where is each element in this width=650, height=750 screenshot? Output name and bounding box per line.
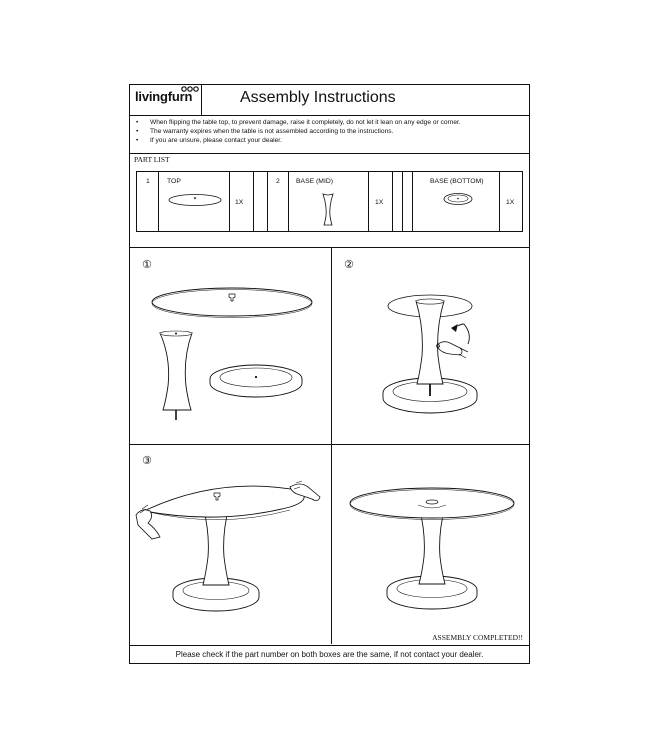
step-1-illustration [130, 248, 330, 444]
footer-note: Please check if the part number on both boxes are the same, if not contact your dealer. [130, 645, 529, 663]
instruction-sheet [129, 84, 530, 664]
part-name: BASE (MID) [296, 178, 334, 185]
part-image-cell [289, 172, 369, 231]
part-image-cell [159, 172, 230, 231]
note-item [130, 136, 529, 145]
part-list-table [136, 171, 523, 232]
note-text: When flipping the table top, to prevent damage, raise it completely, do not let it lean on any edge or corner. [150, 119, 461, 126]
assembly-completed-label: ASSEMBLY COMPLETED!! [432, 633, 523, 642]
note-item [130, 127, 529, 136]
step-2-illustration [332, 248, 531, 444]
step-2-number: ② [344, 258, 354, 271]
warning-notes [130, 115, 529, 154]
logo-dots-icon [181, 86, 201, 92]
step-3-number: ③ [142, 454, 152, 467]
part-spacer-cell [393, 172, 403, 231]
part-qty: 1X [506, 199, 515, 206]
bullet: • [136, 128, 139, 135]
part-number-cell [268, 172, 289, 231]
header [130, 85, 529, 116]
part-number-cell [137, 172, 159, 231]
part-spacer-cell [254, 172, 268, 231]
logo-divider [201, 85, 202, 115]
step-4-illustration [332, 445, 531, 644]
part-name: TOP [167, 178, 181, 185]
note-item [130, 118, 529, 127]
part-number-cell [403, 172, 413, 231]
part-qty-cell [230, 172, 254, 231]
part-image-cell [413, 172, 500, 231]
part-number: 2 [276, 178, 280, 185]
part-qty: 1X [375, 199, 384, 206]
column-icon [322, 192, 334, 228]
page-title: Assembly Instructions [240, 89, 396, 106]
part-qty-cell [369, 172, 393, 231]
note-text: If you are unsure, please contact your dealer. [150, 137, 282, 144]
part-qty: 1X [235, 199, 244, 206]
part-name: BASE (BOTTOM) [430, 178, 484, 185]
step-3-illustration [130, 445, 330, 644]
part-qty-cell [500, 172, 522, 231]
bullet: • [136, 119, 139, 126]
bullet: • [136, 137, 139, 144]
assembly-steps [130, 248, 529, 644]
part-number: 1 [146, 178, 150, 185]
note-text: The warranty expires when the table is not assembled according to the instructions. [150, 128, 394, 135]
base-plate-icon [443, 192, 473, 206]
brand-logo: livingfurn [135, 89, 193, 104]
part-list-label: PART LIST [134, 155, 170, 164]
step-1-number: ① [142, 258, 152, 271]
table-top-icon [168, 193, 222, 207]
